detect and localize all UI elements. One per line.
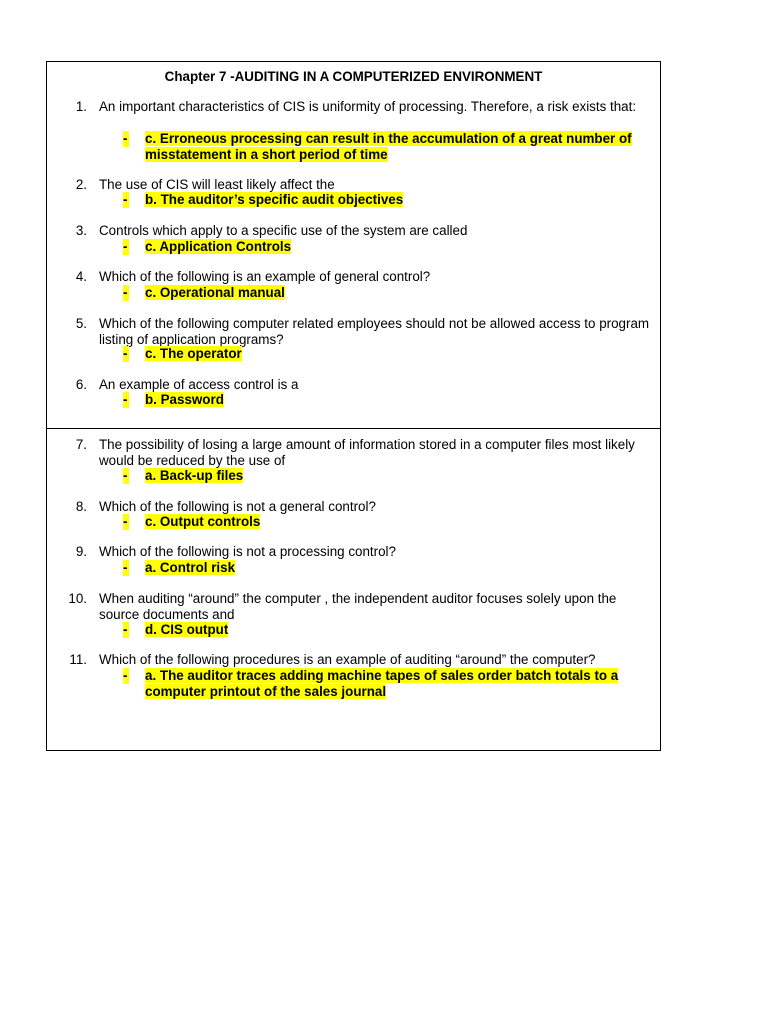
answer-dash: - [123,668,128,683]
question-text: The use of CIS will least likely affect the [99,177,335,192]
answer-text: a. The auditor traces adding machine tapes of sales order batch totals to a computer printout of the sales journal [145,668,619,699]
question-text: Controls which apply to a specific use of the system are called [99,223,468,238]
question-text: Which of the following is not a general control? [99,499,376,514]
answer-dash: - [123,239,128,254]
answer-text: c. Output controls [145,514,261,529]
question-text: The possibility of losing a large amount of information stored in a computer files most likely would be reduced by the use of [99,437,635,468]
answer-dash: - [123,131,128,146]
question-text: When auditing “around” the computer , the independent auditor focuses solely upon the source documents and [99,591,617,622]
answer-dash: - [123,192,128,207]
question-number: 2. [75,177,87,192]
question-text: An important characteristics of CIS is uniformity of processing. Therefore, a risk exists that: [99,99,637,114]
question-text: Which of the following procedures is an example of auditing “around” the computer? [99,652,596,667]
question-text: Which of the following is an example of general control? [99,269,431,284]
answer-dash: - [123,346,128,361]
answer-text: b. The auditor’s specific audit objectives [145,192,404,207]
answer-text: a. Back-up files [145,468,244,483]
question-number: 1. [75,99,87,114]
answer-dash: - [123,560,128,575]
answer-dash: - [123,468,128,483]
question-text: Which of the following computer related employees should not be allowed access to program listing of application programs? [99,316,650,347]
question-text: Which of the following is not a processing control? [99,544,396,559]
question-number: 7. [75,437,87,452]
question-number: 5. [75,316,87,331]
answer-text: a. Control risk [145,560,236,575]
answer-dash: - [123,285,128,300]
answer-dash: - [123,622,128,637]
question-number: 9. [75,544,87,559]
answer-text: d. CIS output [145,622,229,637]
answer-text: c. Operational manual [145,285,285,300]
question-number: 11. [69,652,87,667]
answer-text: b. Password [145,392,224,407]
quiz-page-frame [46,61,661,751]
question-text: An example of access control is a [99,377,299,392]
question-number: 6. [75,377,87,392]
page-title: Chapter 7 -AUDITING IN A COMPUTERIZED ENVIRONMENT [164,69,543,84]
answer-dash: - [123,392,128,407]
question-number: 3. [75,223,87,238]
section-divider [47,428,660,429]
question-number: 10. [68,591,87,606]
answer-dash: - [123,514,128,529]
answer-text: c. The operator [145,346,242,361]
answer-text: c. Application Controls [145,239,292,254]
question-number: 4. [75,269,87,284]
question-number: 8. [75,499,87,514]
answer-text: c. Erroneous processing can result in the accumulation of a great number of misstatement in a short period of time [145,131,632,162]
